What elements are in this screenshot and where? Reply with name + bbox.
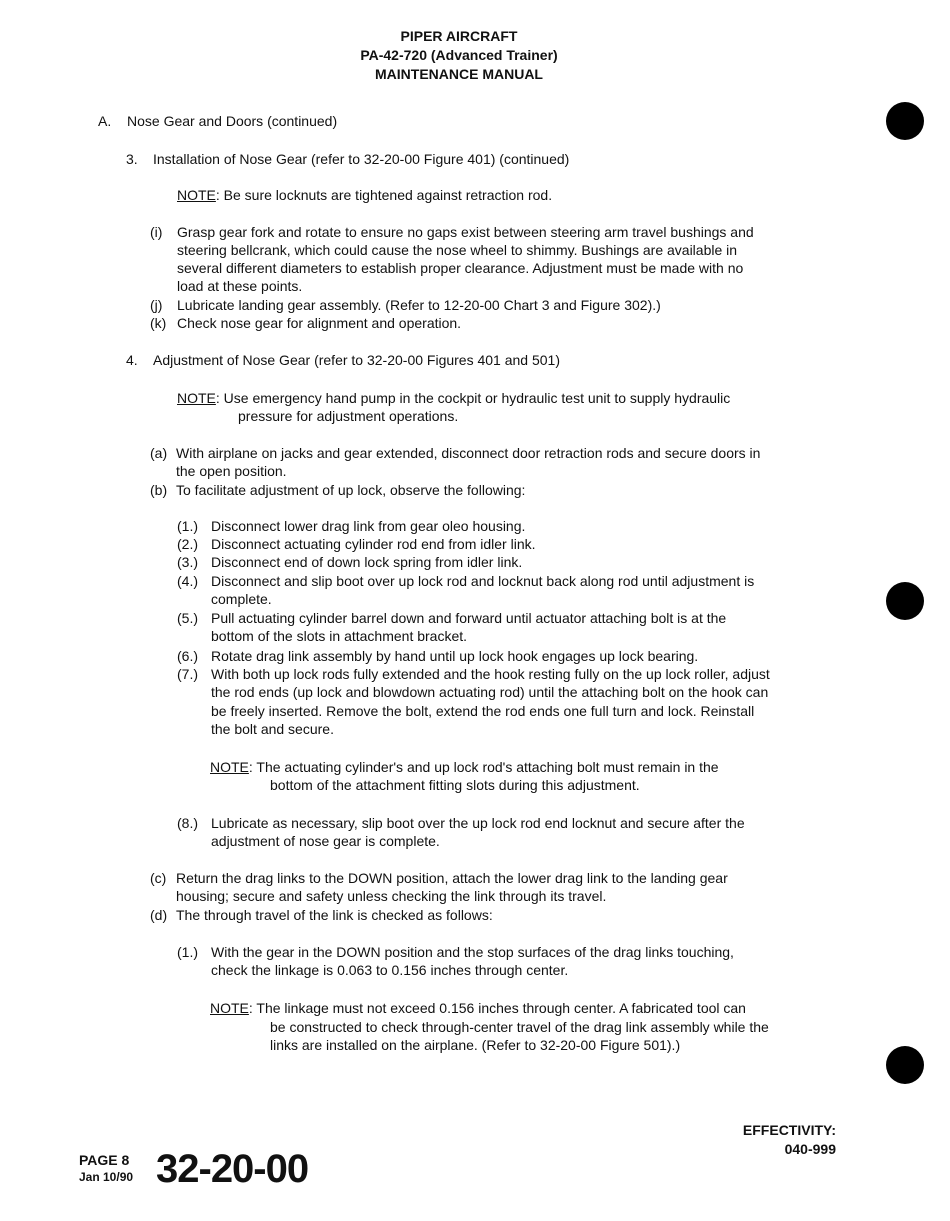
sub-step-7-label: (7.) <box>177 666 198 682</box>
header-company: PIPER AIRCRAFT <box>400 28 518 44</box>
sub-step-4-line-1: Disconnect and slip boot over up lock rod and locknut back along rod until adjustment is <box>211 573 755 589</box>
page-date: Jan 10/90 <box>79 1170 134 1184</box>
sub-step-8-label: (8.) <box>177 815 198 831</box>
effectivity-value: 040-999 <box>784 1141 836 1157</box>
step-a-line-2: the open position. <box>176 463 287 479</box>
sub-step-1-label: (1.) <box>177 518 198 534</box>
sub-step-5-line-2: bottom of the slots in attachment bracket. <box>211 628 468 644</box>
sub-step-3-text: Disconnect end of down lock spring from idler link. <box>211 554 523 570</box>
item-4-note-line-1 <box>177 390 730 407</box>
step-c-line-2: housing; secure and safety unless checking the link through its travel. <box>176 888 607 904</box>
sub-step-4-line-2: complete. <box>211 591 272 607</box>
step-i-line-1: Grasp gear fork and rotate to ensure no gaps exist between steering arm travel bushings and <box>177 224 754 240</box>
section-label: A. <box>98 113 112 129</box>
sub-step-7-line-2: the rod ends (up lock and blowdown actuating rod) until the attaching bolt on the hook can <box>211 684 769 700</box>
note-text: : The actuating cylinder's and up lock rod's attaching bolt must remain in the <box>248 759 719 775</box>
d-note-line-2: be constructed to check through-center travel of the drag link assembly while the <box>270 1019 769 1035</box>
step-a-line-1: With airplane on jacks and gear extended, disconnect door retraction rods and secure doors in <box>176 445 761 461</box>
step-b-label: (b) <box>150 482 168 498</box>
item-3-number: 3. <box>126 151 138 167</box>
d-sub-step-1-line-2: check the linkage is 0.063 to 0.156 inches through center. <box>211 962 569 978</box>
d-note-line-1 <box>210 1000 746 1017</box>
sub-step-7-line-3: be freely inserted. Remove the bolt, extend the rod ends one full turn and lock. Reinstall <box>211 703 755 719</box>
step-k-text: Check nose gear for alignment and operation. <box>177 315 462 331</box>
sub-step-6-label: (6.) <box>177 648 198 664</box>
note-text: : The linkage must not exceed 0.156 inches through center. A fabricated tool can <box>248 1000 746 1016</box>
page-number: PAGE 8 <box>79 1152 130 1168</box>
section-title: Nose Gear and Doors (continued) <box>127 113 338 129</box>
sub-step-7-note-line-1 <box>210 759 719 776</box>
binder-hole-top <box>886 102 924 140</box>
item-4-title: Adjustment of Nose Gear (refer to 32-20-00 Figures 401 and 501) <box>153 352 560 368</box>
step-a-label: (a) <box>150 445 168 461</box>
header-manual-title: MAINTENANCE MANUAL <box>375 66 543 82</box>
sub-step-3-label: (3.) <box>177 554 198 570</box>
d-sub-step-1-label: (1.) <box>177 944 198 960</box>
step-c-line-1: Return the drag links to the DOWN position, attach the lower drag link to the landing gear <box>176 870 728 886</box>
note-text: : Use emergency hand pump in the cockpit or hydraulic test unit to supply hydraulic <box>215 390 731 406</box>
note-label: NOTE <box>210 759 249 775</box>
step-k-label: (k) <box>150 315 167 331</box>
chapter-number: 32-20-00 <box>156 1147 309 1191</box>
header-model: PA-42-720 (Advanced Trainer) <box>360 47 558 63</box>
d-note-line-3: links are installed on the airplane. (Refer to 32-20-00 Figure 501).) <box>270 1037 681 1053</box>
sub-step-5-label: (5.) <box>177 610 198 626</box>
note-label: NOTE <box>210 1000 249 1016</box>
step-i-line-2: steering bellcrank, which could cause the nose wheel to shimmy. Bushings are available in <box>177 242 738 258</box>
step-j-text: Lubricate landing gear assembly. (Refer to 12-20-00 Chart 3 and Figure 302).) <box>177 297 661 313</box>
item-4-note-line-2: pressure for adjustment operations. <box>238 408 459 424</box>
binder-hole-middle <box>886 582 924 620</box>
sub-step-2-text: Disconnect actuating cylinder rod end from idler link. <box>211 536 536 552</box>
step-d-text: The through travel of the link is checked as follows: <box>176 907 493 923</box>
step-i-label: (i) <box>150 224 163 240</box>
sub-step-1-text: Disconnect lower drag link from gear oleo housing. <box>211 518 526 534</box>
step-i-line-4: load at these points. <box>177 278 303 294</box>
step-i-line-3: several different diameters to establish proper clearance. Adjustment must be made with no <box>177 260 744 276</box>
note-label: NOTE <box>177 390 216 406</box>
sub-step-4-label: (4.) <box>177 573 198 589</box>
sub-step-6-text: Rotate drag link assembly by hand until up lock hook engages up lock bearing. <box>211 648 699 664</box>
binder-hole-bottom <box>886 1046 924 1084</box>
step-c-label: (c) <box>150 870 167 886</box>
sub-step-5-line-1: Pull actuating cylinder barrel down and forward until actuator attaching bolt is at the <box>211 610 727 626</box>
sub-step-7-note-line-2: bottom of the attachment fitting slots during this adjustment. <box>270 777 640 793</box>
item-3-note <box>177 187 552 204</box>
step-d-label: (d) <box>150 907 168 923</box>
sub-step-8-line-2: adjustment of nose gear is complete. <box>211 833 440 849</box>
d-sub-step-1-line-1: With the gear in the DOWN position and the stop surfaces of the drag links touching, <box>211 944 734 960</box>
note-text: : Be sure locknuts are tightened against retraction rod. <box>215 187 553 203</box>
sub-step-7-line-1: With both up lock rods fully extended and the hook resting fully on the up lock roller, adjust <box>211 666 770 682</box>
sub-step-2-label: (2.) <box>177 536 198 552</box>
step-j-label: (j) <box>150 297 163 313</box>
item-3-title: Installation of Nose Gear (refer to 32-20-00 Figure 401) (continued) <box>153 151 570 167</box>
note-label: NOTE <box>177 187 216 203</box>
step-b-text: To facilitate adjustment of up lock, observe the following: <box>176 482 526 498</box>
sub-step-8-line-1: Lubricate as necessary, slip boot over the up lock rod end locknut and secure after the <box>211 815 745 831</box>
effectivity-label: EFFECTIVITY: <box>742 1122 836 1138</box>
item-4-number: 4. <box>126 352 138 368</box>
sub-step-7-line-4: the bolt and secure. <box>211 721 334 737</box>
